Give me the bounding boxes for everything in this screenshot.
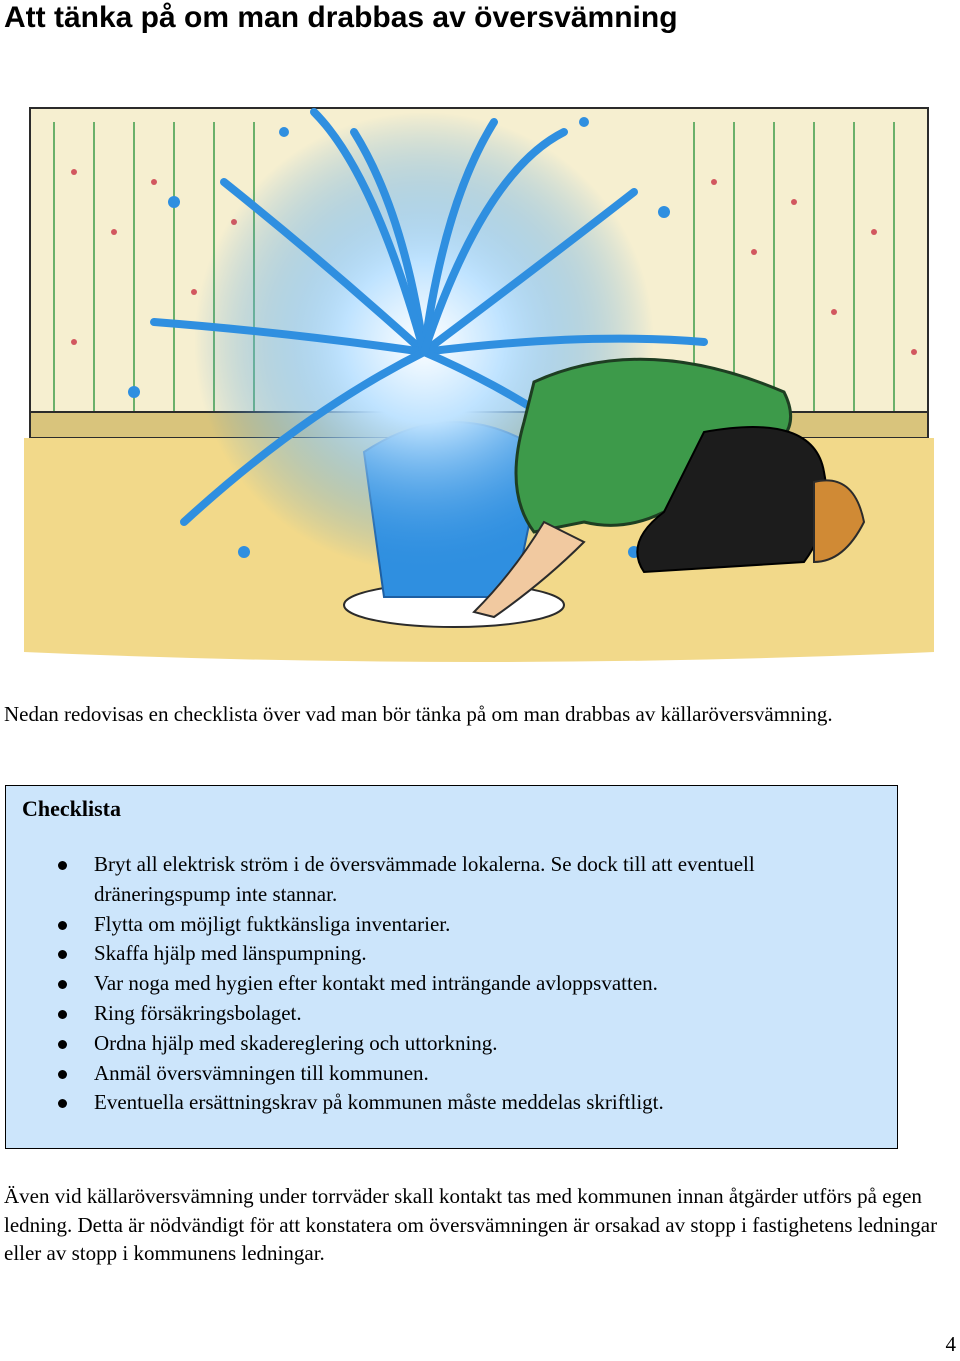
bullet-icon [58, 1010, 67, 1019]
checklist-panel [5, 785, 898, 1149]
page-number: 4 [945, 1332, 956, 1356]
bullet-icon [58, 921, 67, 930]
list-item: Ordna hjälp med skadereglering och uttorkning. [6, 1029, 886, 1059]
checklist [6, 850, 886, 1118]
list-item: Skaffa hjälp med länspumpning. [6, 939, 886, 969]
list-item: Flytta om möjligt fuktkänsliga inventarier. [6, 910, 886, 940]
bullet-icon [58, 1040, 67, 1049]
intro-text: Nedan redovisas en checklista över vad man bör tänka på om man drabbas av källaröversvämning. [4, 702, 833, 726]
bullet-icon [58, 861, 67, 870]
list-item: Ring försäkringsbolaget. [6, 999, 886, 1029]
outro-text: Även vid källaröversvämning under torrväder skall kontakt tas med kommunen innan åtgärder utförs på egen ledning. Detta är nödvändigt för att konstatera om översvämningen är orsakad av stopp i fastighetens ledningar eller av stopp i kommunens ledningar. [4, 1184, 938, 1265]
bullet-icon [58, 950, 67, 959]
checklist-heading: Checklista [22, 796, 121, 821]
list-item: Var noga med hygien efter kontakt med inträngande avloppsvatten. [6, 969, 886, 999]
bullet-icon [58, 1099, 67, 1108]
page-title: Att tänka på om man drabbas av översvämning [4, 1, 678, 34]
flood-illustration [24, 92, 934, 662]
list-item: Bryt all elektrisk ström i de översvämmade lokalerna. Se dock till att eventuell dräneringspump inte stannar. [6, 850, 886, 910]
bullet-icon [58, 1070, 67, 1079]
list-item: Anmäl översvämningen till kommunen. [6, 1059, 886, 1089]
bullet-icon [58, 980, 67, 989]
list-item: Eventuella ersättningskrav på kommunen måste meddelas skriftligt. [6, 1088, 886, 1118]
